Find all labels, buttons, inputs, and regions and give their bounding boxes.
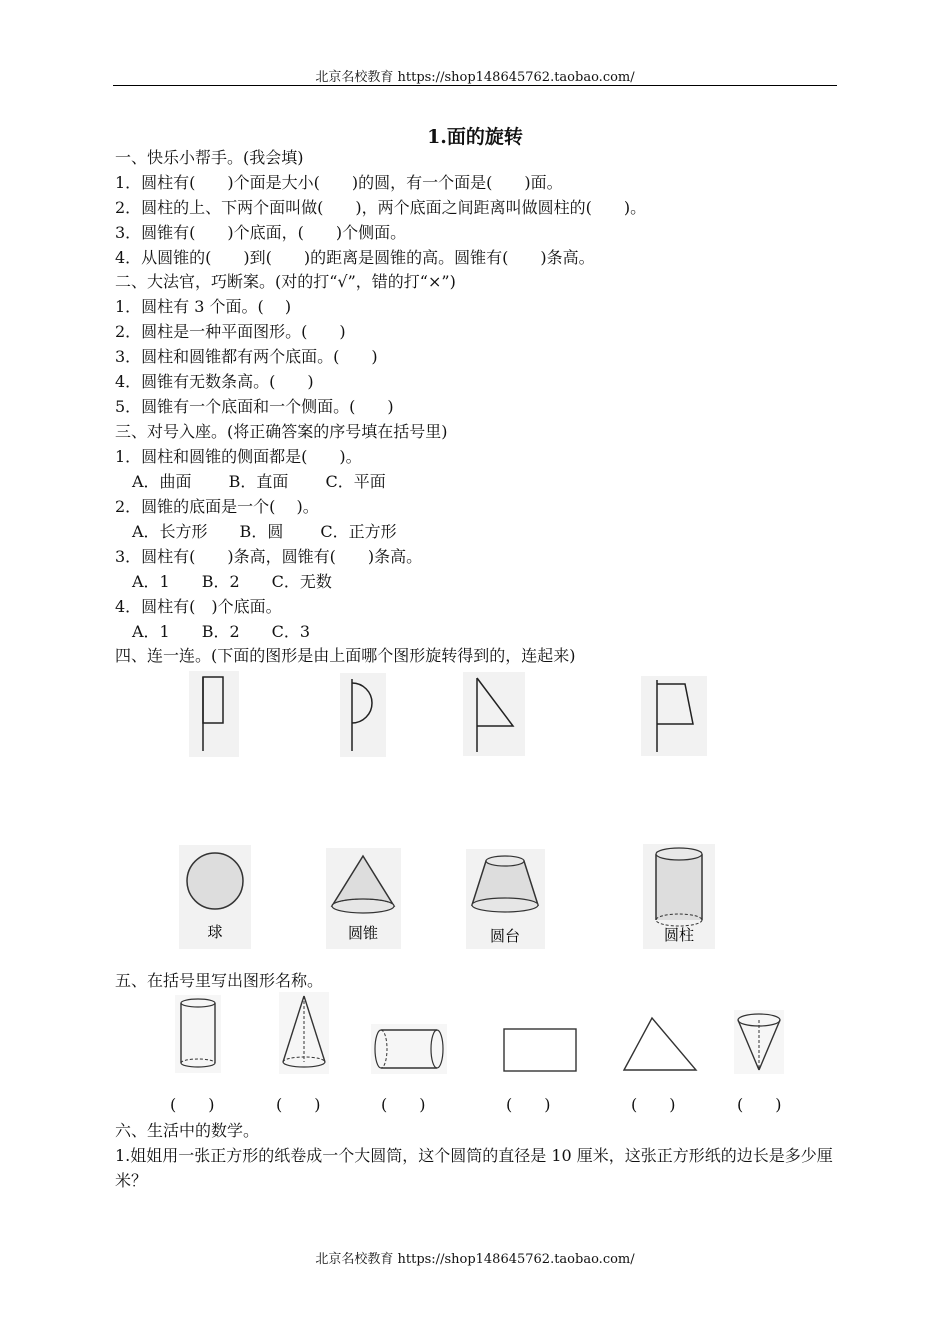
- rectangle-figure: [500, 1025, 580, 1075]
- section3-q1: 1．圆柱和圆锥的侧面都是( )。: [115, 447, 362, 466]
- cone-figure: [326, 848, 401, 949]
- page-footer: 北京名校教育 https://shop148645762.taobao.com/: [315, 1252, 635, 1267]
- blank-4[interactable]: ( ): [506, 1095, 551, 1114]
- lying-cylinder-figure: [371, 1024, 447, 1074]
- section2-q2: 2．圆柱是一种平面图形。( ): [115, 322, 346, 341]
- section2-q5: 5．圆锥有一个底面和一个侧面。( ): [115, 397, 394, 416]
- label-frustum: 圆台: [489, 927, 521, 945]
- section1-q3: 3．圆锥有( )个底面，( )个侧面。: [115, 223, 407, 242]
- page-header: 北京名校教育 https://shop148645762.taobao.com/: [315, 70, 635, 85]
- section3-q3: 3．圆柱有( )条高，圆锥有( )条高。: [115, 547, 423, 566]
- label-cylinder: 圆柱: [663, 926, 695, 944]
- frustum-figure: [466, 849, 545, 949]
- section3-q4-options: A．1 B．2 C．3: [132, 622, 311, 641]
- section3-heading: 三、对号入座。(将正确答案的序号填在括号里): [115, 422, 448, 441]
- section1-q4: 4．从圆锥的( )到( )的距离是圆锥的高。圆锥有( )条高。: [115, 248, 595, 267]
- blank-6[interactable]: ( ): [737, 1095, 782, 1114]
- upright-cylinder-figure: [175, 995, 221, 1073]
- section3-q4: 4．圆柱有( )个底面。: [115, 597, 282, 616]
- label-sphere: 球: [207, 923, 223, 941]
- sphere-figure: [179, 845, 251, 949]
- triangle-flag-figure: [463, 672, 525, 756]
- section2-q3: 3．圆柱和圆锥都有两个底面。( ): [115, 347, 378, 366]
- header-rule: [113, 85, 837, 86]
- section4-heading: 四、连一连。(下面的图形是由上面哪个图形旋转得到的，连起来): [115, 646, 576, 665]
- page-title: 1.面的旋转: [427, 126, 523, 148]
- section2-q1: 1．圆柱有 3 个面。( ): [115, 297, 292, 316]
- section2-heading: 二、大法官，巧断案。(对的打“√”，错的打“×”): [115, 272, 456, 291]
- section3-q3-options: A．1 B．2 C．无数: [132, 572, 332, 591]
- section3-q1-options: A．曲面 B．直面 C．平面: [132, 472, 386, 491]
- section3-q2: 2．圆锥的底面是一个( )。: [115, 497, 319, 516]
- section6-q1: 1.姐姐用一张正方形的纸卷成一个大圆筒，这个圆筒的直径是 10 厘米，这张正方形纸的边长是多少厘米？: [115, 1146, 833, 1190]
- inverted-cone-figure: [734, 1010, 784, 1074]
- trapezoid-flag-figure: [641, 676, 707, 756]
- section2-q4: 4．圆锥有无数条高。( ): [115, 372, 314, 391]
- section5-heading: 五、在括号里写出图形名称。: [115, 971, 324, 990]
- section1-heading: 一、快乐小帮手。(我会填): [115, 148, 304, 167]
- section1-q2: 2．圆柱的上、下两个面叫做( )，两个底面之间距离叫做圆柱的( )。: [115, 198, 647, 217]
- blank-5[interactable]: ( ): [631, 1095, 676, 1114]
- section1-q1: 1．圆柱有( )个面是大小( )的圆，有一个面是( )面。: [115, 173, 563, 192]
- rectangle-flag-figure: [189, 671, 239, 757]
- cylinder-figure: [643, 844, 715, 949]
- blank-2[interactable]: ( ): [276, 1095, 321, 1114]
- section6-heading: 六、生活中的数学。: [115, 1121, 260, 1140]
- triangle-figure: [620, 1014, 700, 1074]
- label-cone: 圆锥: [347, 924, 379, 942]
- blank-3[interactable]: ( ): [381, 1095, 426, 1114]
- tall-cone-figure: [279, 992, 329, 1074]
- blank-1[interactable]: ( ): [170, 1095, 215, 1114]
- semicircle-flag-figure: [340, 673, 386, 757]
- section3-q2-options: A．长方形 B．圆 C．正方形: [132, 522, 397, 541]
